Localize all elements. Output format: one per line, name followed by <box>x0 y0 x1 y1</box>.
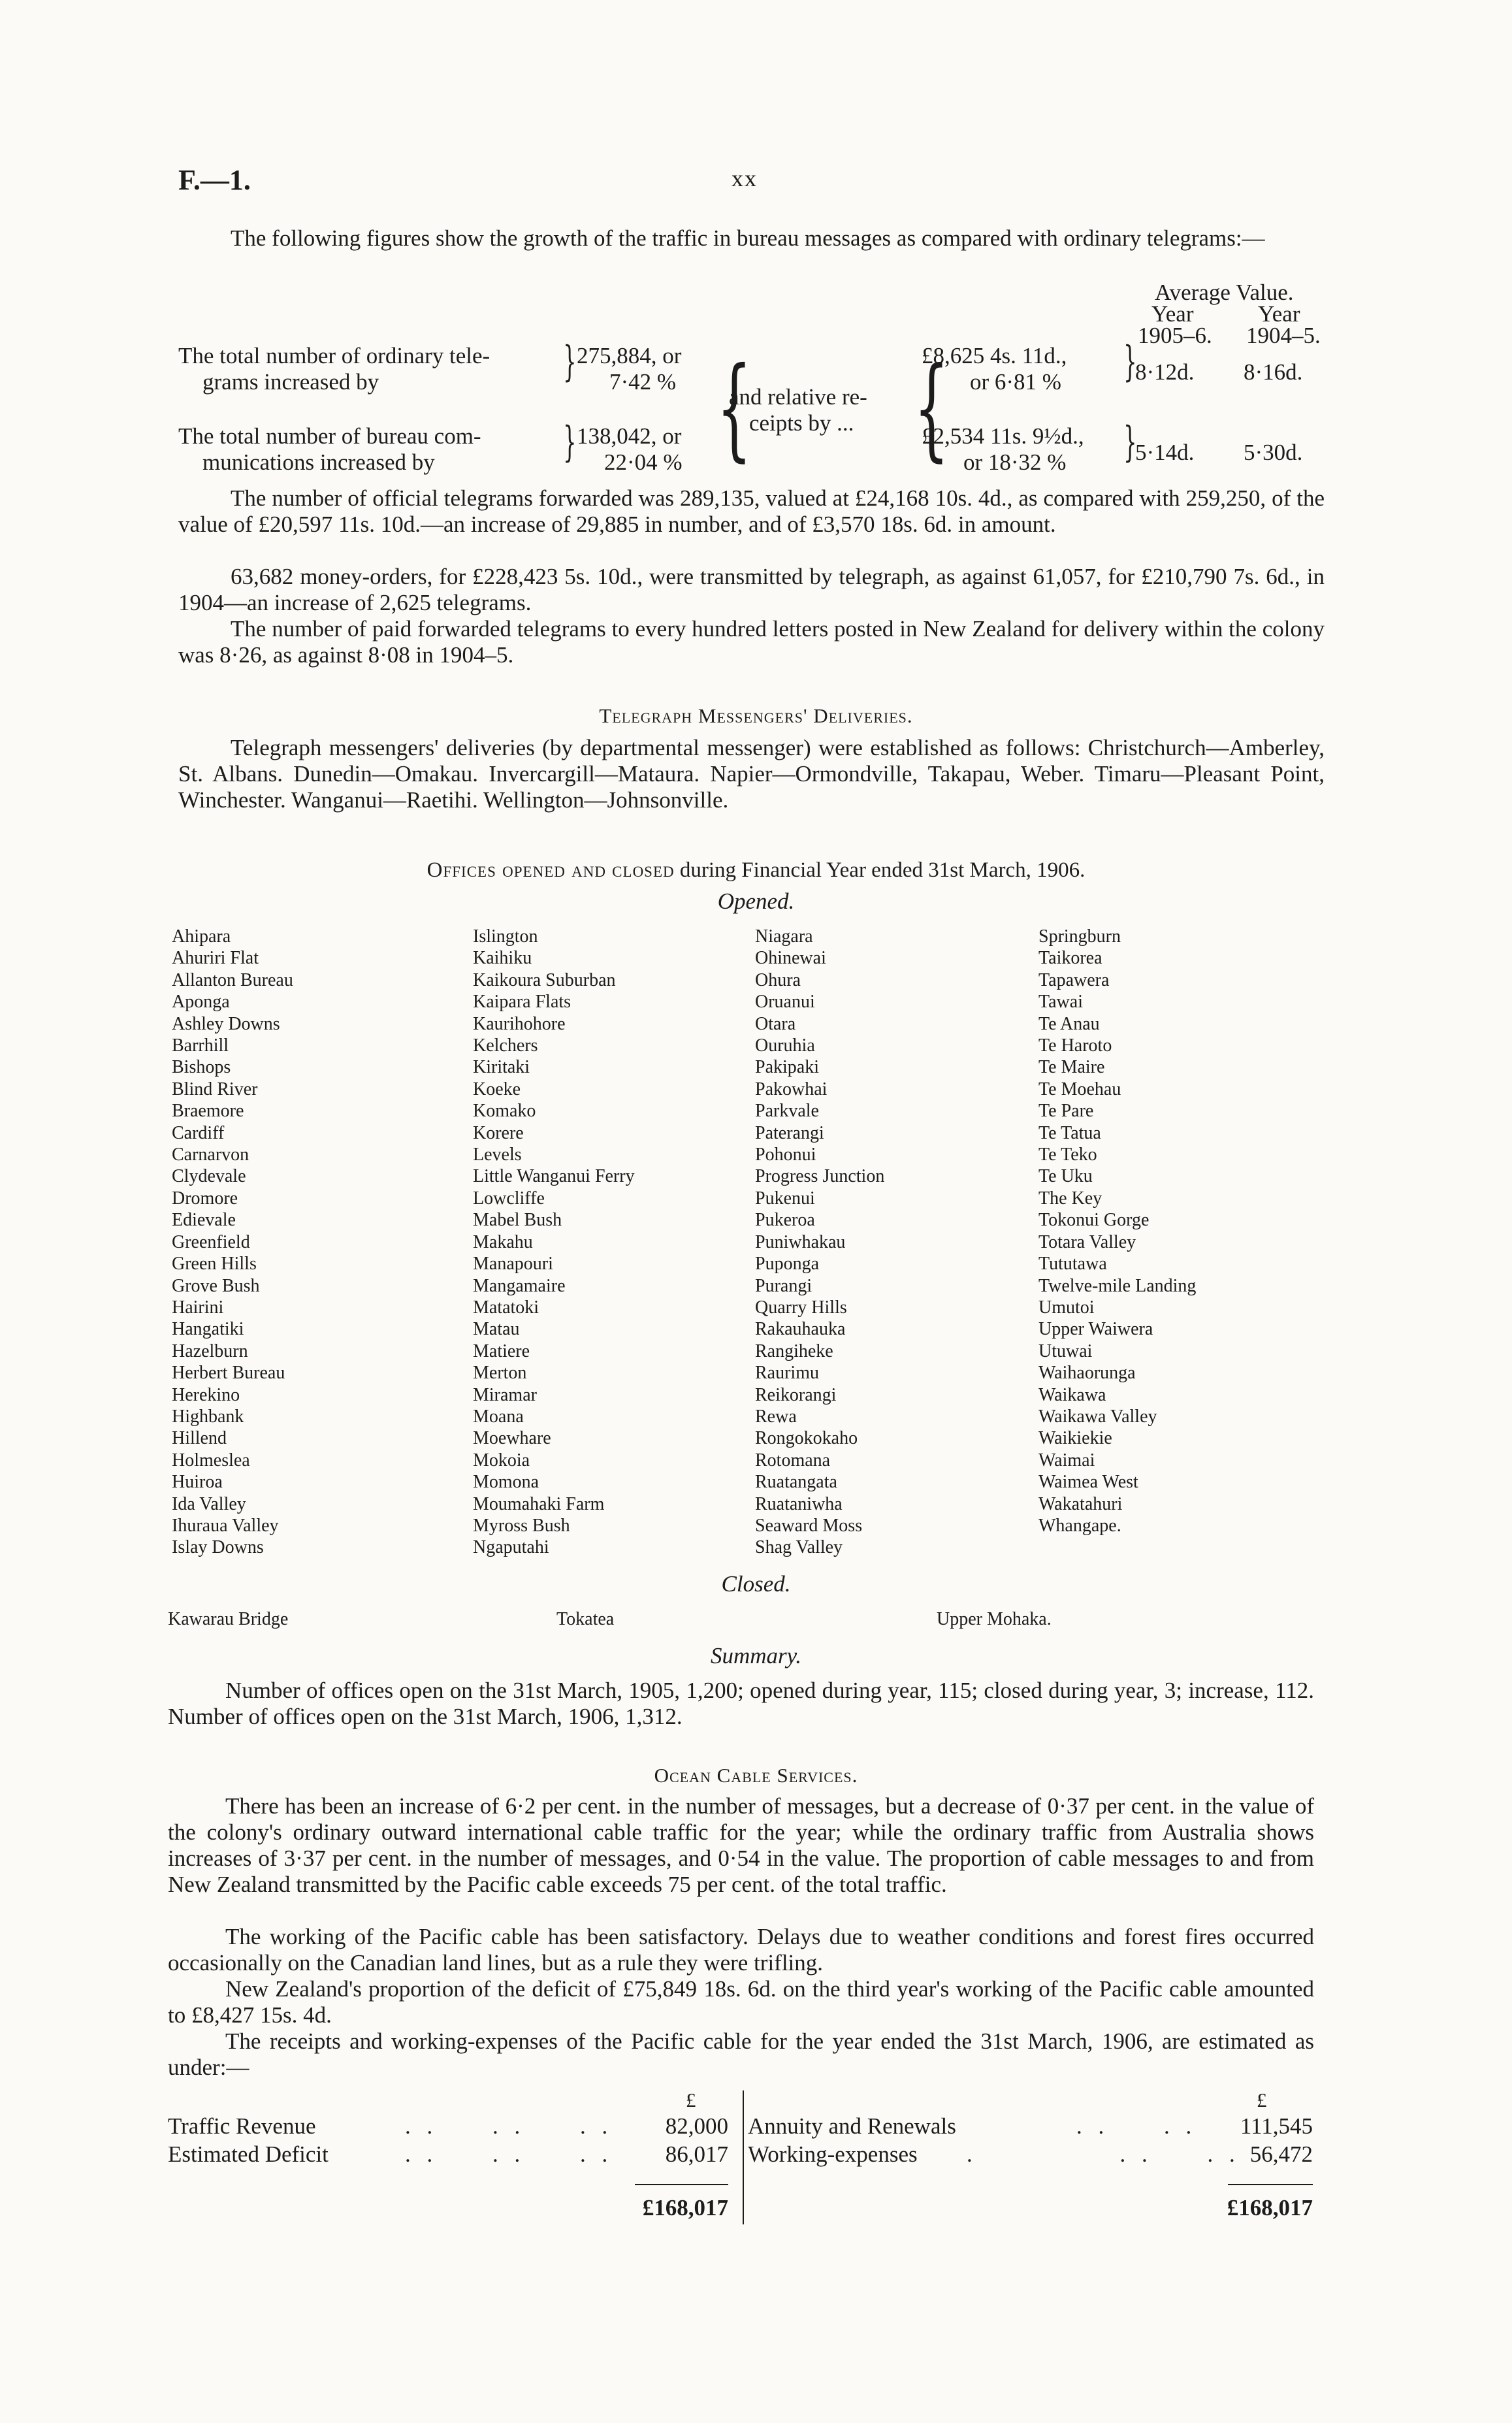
summary-heading: Summary. <box>710 1643 802 1668</box>
opened-office: Moumahaki Farm <box>473 1493 605 1514</box>
row1-avg-a: 8·12d. <box>1135 359 1195 385</box>
leader-dots: . . . . . <box>967 2141 1240 2167</box>
opened-office: Blind River <box>172 1079 258 1099</box>
opened-office: Herbert Bureau <box>172 1363 285 1384</box>
opened-office: Carnarvon <box>172 1145 249 1165</box>
opened-office: Pukeroa <box>755 1210 815 1231</box>
middle-brace-left: { <box>716 344 752 473</box>
official-telegrams-paragraph: The number of official telegrams forwarded was 289,135, valued at £24,168 10s. 4d., as compared with 259,250, of the value of £20,597 11s. 10d.—an increase of 29,885 in number, and of £3,570 18s. 6d. in amount. <box>178 485 1325 537</box>
money-orders-paragraph: 63,682 money-orders, for £228,423 5s. 10d., were transmitted by telegraph, as against 61,057, for £210,790 7s. 6d., in 1904—an increase of 2,625 telegrams. <box>178 564 1325 615</box>
document-ref: F.—1. <box>178 164 251 196</box>
closed-office-1: Kawarau Bridge <box>168 1609 289 1629</box>
opened-office: Shag Valley <box>755 1537 843 1558</box>
traffic-revenue-label: Traffic Revenue <box>168 2113 316 2139</box>
middle-brace-right: { <box>914 344 950 473</box>
row1-label-a: The total number of ordinary tele- <box>178 343 491 368</box>
row2-label-b: munications increased by <box>202 449 435 475</box>
left-currency-sign: £ <box>686 2089 696 2111</box>
opened-office: Totara Valley <box>1038 1231 1136 1252</box>
opened-office: Mangamaire <box>473 1275 566 1296</box>
opened-office: The Key <box>1038 1188 1102 1209</box>
page-number: xx <box>732 165 758 191</box>
opened-office: Green Hills <box>172 1254 257 1275</box>
leader-dots: . . . . <box>1076 2113 1197 2139</box>
opened-office: Parkvale <box>755 1101 819 1122</box>
opened-office: Waikawa Valley <box>1038 1406 1157 1427</box>
opened-office: Te Pare <box>1038 1101 1094 1122</box>
row1-pct: 7·42 % <box>609 369 677 395</box>
opened-office: Moewhare <box>473 1428 551 1449</box>
row2-receipts-pct: or 18·32 % <box>963 449 1067 475</box>
opened-office: Tututawa <box>1038 1254 1107 1275</box>
row2-brace-left: } <box>563 418 577 466</box>
opened-office: Reikorangi <box>755 1384 837 1405</box>
opened-office: Lowcliffe <box>473 1188 545 1209</box>
opened-office: Twelve-mile Landing <box>1038 1275 1197 1296</box>
opened-office: Niagara <box>755 926 813 947</box>
opened-office: Islay Downs <box>172 1537 264 1558</box>
opened-office: Manapouri <box>473 1254 553 1275</box>
left-total: £168,017 <box>642 2195 728 2220</box>
opened-office: Herekino <box>172 1384 240 1405</box>
opened-office: Te Moehau <box>1038 1079 1121 1099</box>
opened-office: Ihuraua Valley <box>172 1515 279 1536</box>
opened-office: Rakauhauka <box>755 1319 846 1340</box>
opened-office: Highbank <box>172 1406 244 1427</box>
opened-office: Ahipara <box>172 926 231 947</box>
opened-office: Kaihiku <box>473 948 532 969</box>
year-label-a: Year <box>1151 301 1194 327</box>
opened-office: Ohura <box>755 969 801 990</box>
row2-label-a: The total number of bureau com- <box>178 423 481 449</box>
opened-office: Tawai <box>1038 992 1084 1013</box>
row1-count: 275,884, or <box>577 343 682 368</box>
opened-office: Utuwai <box>1038 1341 1093 1361</box>
center-divider <box>743 2090 744 2224</box>
working-expenses-amount: 56,472 <box>1249 2141 1313 2167</box>
opened-office: Miramar <box>473 1384 537 1405</box>
opened-office: Rotomana <box>755 1450 831 1471</box>
opened-office: Greenfield <box>172 1231 250 1252</box>
opened-office: Makahu <box>473 1231 533 1252</box>
opened-office: Kaikoura Suburban <box>473 969 616 990</box>
annuity-renewals-label: Annuity and Renewals <box>748 2113 956 2139</box>
average-value-header: Average Value. <box>1155 280 1294 305</box>
opened-office: Waimai <box>1038 1450 1095 1471</box>
opened-office: Edievale <box>172 1210 236 1231</box>
estimated-deficit-label: Estimated Deficit <box>168 2141 329 2167</box>
opened-office: Koeke <box>473 1079 521 1099</box>
cable-paragraph-2: The working of the Pacific cable has been satisfactory. Delays due to weather conditions and forest fires occurred occasionally on the Canadian land lines, but as a rule they were trifling. <box>168 1924 1314 1976</box>
row2-count: 138,042, or <box>577 423 682 449</box>
opened-office: Waikiekie <box>1038 1428 1112 1449</box>
opened-office: Springburn <box>1038 926 1121 947</box>
opened-office: Myross Bush <box>473 1515 570 1536</box>
opened-office: Hairini <box>172 1297 224 1318</box>
offices-heading <box>0 858 1512 883</box>
relative-label-a: and relative re- <box>729 384 867 410</box>
opened-office: Braemore <box>172 1101 244 1122</box>
row1-avg-b: 8·16d. <box>1244 359 1303 385</box>
opened-office: Purangi <box>755 1275 812 1296</box>
row2-receipts: £2,534 11s. 9½d., <box>922 423 1084 449</box>
estimated-deficit-amount: 86,017 <box>665 2141 728 2167</box>
opened-column-4 <box>1038 926 1196 1537</box>
opened-office: Grove Bush <box>172 1275 260 1296</box>
opened-office: Momona <box>473 1472 539 1493</box>
opened-office: Upper Waiwera <box>1038 1319 1153 1340</box>
opened-office: Ruatangata <box>755 1472 837 1493</box>
opened-heading: Opened. <box>717 888 795 914</box>
opened-office: Te Anau <box>1038 1013 1100 1034</box>
row1-brace-right: } <box>1123 338 1137 386</box>
opened-office: Ashley Downs <box>172 1013 280 1034</box>
row1-receipts: £8,625 4s. 11d., <box>922 343 1067 368</box>
opened-office: Wakatahuri <box>1038 1493 1123 1514</box>
row2-avg-b: 5·30d. <box>1244 440 1303 465</box>
opened-office: Pakowhai <box>755 1079 828 1099</box>
opened-office: Barrhill <box>172 1035 229 1056</box>
year-label-b: Year <box>1258 301 1300 327</box>
opened-office: Waimea West <box>1038 1472 1138 1493</box>
opened-office: Clydevale <box>172 1166 246 1187</box>
opened-office: Te Uku <box>1038 1166 1093 1187</box>
opened-office: Little Wanganui Ferry <box>473 1166 635 1187</box>
opened-office: Oruanui <box>755 992 815 1013</box>
opened-office: Waihaorunga <box>1038 1363 1136 1384</box>
opened-office: Komako <box>473 1101 536 1122</box>
opened-office: Umutoi <box>1038 1297 1095 1318</box>
opened-office: Ida Valley <box>172 1493 246 1514</box>
opened-office: Whangape. <box>1038 1515 1121 1536</box>
opened-office: Rongokokaho <box>755 1428 858 1449</box>
row1-receipts-pct: or 6·81 % <box>970 369 1061 395</box>
opened-office: Ngaputahi <box>473 1537 549 1558</box>
closed-heading: Closed. <box>721 1571 791 1597</box>
opened-office: Huiroa <box>172 1472 223 1493</box>
closed-office-2: Tokatea <box>556 1609 615 1629</box>
intro-paragraph: The following figures show the growth of the traffic in bureau messages as compared with ordinary telegrams:— <box>231 225 1265 251</box>
opened-office: Allanton Bureau <box>172 969 293 990</box>
opened-office: Rewa <box>755 1406 797 1427</box>
messengers-paragraph: Telegraph messengers' deliveries (by departmental messenger) were established as follows: Christchurch—Amberley, St. Albans. Dunedin—Omakau. Invercargill—Mataura. Napier—Ormondville, Takapau, Weber. Timaru—Pleasant Point, Winchester. Wanganui—Raetihi. Wellington—Johnsonville. <box>178 735 1325 813</box>
opened-office: Islington <box>473 926 538 947</box>
cable-paragraph-1: There has been an increase of 6·2 per cent. in the number of messages, but a decrease of 0·37 per cent. in the value of the colony's ordinary outward international cable traffic for the year; while the ordinary traffic from Australia shows increases of 3·37 per cent. in the number of messages, and 0·54 in the value. The proportion of cable messages to and from New Zealand transmitted by the Pacific cable exceeds 75 per cent. of the total traffic. <box>168 1793 1314 1897</box>
opened-office: Progress Junction <box>755 1166 885 1187</box>
opened-office: Waikawa <box>1038 1384 1106 1405</box>
closed-office-3: Upper Mohaka. <box>937 1609 1052 1629</box>
opened-office: Seaward Moss <box>755 1515 863 1536</box>
working-expenses-label: Working-expenses <box>748 2141 918 2167</box>
opened-office: Cardiff <box>172 1122 225 1143</box>
opened-office: Aponga <box>172 992 230 1013</box>
year-b: 1904–5. <box>1246 323 1321 348</box>
annuity-renewals-amount: 111,545 <box>1240 2113 1313 2139</box>
opened-office: Quarry Hills <box>755 1297 847 1318</box>
opened-office: Taikorea <box>1038 948 1102 969</box>
opened-office: Korere <box>473 1122 524 1143</box>
opened-office: Bishops <box>172 1057 231 1078</box>
opened-office: Te Tatua <box>1038 1122 1101 1143</box>
opened-office: Pakipaki <box>755 1057 819 1078</box>
opened-office: Paterangi <box>755 1122 824 1143</box>
opened-office: Otara <box>755 1013 796 1034</box>
opened-column-2 <box>473 926 635 1559</box>
right-total: £168,017 <box>1227 2195 1313 2220</box>
opened-column-1 <box>172 926 293 1559</box>
cable-paragraph-3: New Zealand's proportion of the deficit of £75,849 18s. 6d. on the third year's working of the Pacific cable amounted to £8,427 15s. 4d. <box>168 1976 1314 2028</box>
opened-office: Puponga <box>755 1254 819 1275</box>
relative-label-b: ceipts by ... <box>749 410 854 436</box>
left-total-rule <box>635 2184 728 2185</box>
opened-office: Kaurihohore <box>473 1013 566 1034</box>
opened-office: Puniwhakau <box>755 1231 846 1252</box>
offices-heading-rest: during Financial Year ended 31st March, 1906. <box>674 858 1086 882</box>
opened-office: Matiere <box>473 1341 530 1361</box>
leader-dots: . . . . . . <box>405 2113 613 2139</box>
row2-brace-right: } <box>1123 418 1137 466</box>
opened-office: Pohonui <box>755 1145 816 1165</box>
year-a: 1905–6. <box>1138 323 1212 348</box>
opened-office: Hangatiki <box>172 1319 244 1340</box>
messengers-heading: Telegraph Messengers' Deliveries. <box>599 704 913 727</box>
opened-office: Matau <box>473 1319 520 1340</box>
opened-office: Levels <box>473 1145 522 1165</box>
paid-telegrams-paragraph: The number of paid forwarded telegrams to every hundred letters posted in New Zealand for delivery within the colony was 8·26, as against 8·08 in 1904–5. <box>178 616 1325 668</box>
opened-office: Merton <box>473 1363 527 1384</box>
opened-column-3 <box>755 926 884 1559</box>
offices-heading-caps: Offices opened and closed <box>426 858 675 882</box>
opened-office: Mabel Bush <box>473 1210 562 1231</box>
opened-office: Mokoia <box>473 1450 530 1471</box>
summary-paragraph: Number of offices open on the 31st March, 1905, 1,200; opened during year, 115; closed during year, 3; increase, 112. Number of offices open on the 31st March, 1906, 1,312. <box>168 1678 1314 1729</box>
cable-paragraph-4: The receipts and working-expenses of the Pacific cable for the year ended the 31st March, 1906, are estimated as under:— <box>168 2028 1314 2080</box>
opened-office: Ohinewai <box>755 948 826 969</box>
cable-heading: Ocean Cable Services. <box>654 1764 858 1787</box>
opened-office: Rangiheke <box>755 1341 833 1361</box>
leader-dots: . . . . . . <box>405 2141 613 2167</box>
right-currency-sign: £ <box>1257 2089 1267 2111</box>
opened-office: Hazelburn <box>172 1341 248 1361</box>
right-total-rule <box>1228 2184 1313 2185</box>
opened-office: Ruataniwha <box>755 1493 843 1514</box>
row1-label-b: grams increased by <box>202 369 379 395</box>
opened-office: Moana <box>473 1406 524 1427</box>
opened-office: Tapawera <box>1038 969 1110 990</box>
opened-office: Ahuriri Flat <box>172 948 259 969</box>
opened-office: Te Teko <box>1038 1145 1097 1165</box>
row1-brace-left: } <box>563 338 577 386</box>
opened-office: Holmeslea <box>172 1450 250 1471</box>
traffic-revenue-amount: 82,000 <box>665 2113 728 2139</box>
opened-office: Dromore <box>172 1188 238 1209</box>
opened-office: Kelchers <box>473 1035 538 1056</box>
opened-office: Raurimu <box>755 1363 819 1384</box>
opened-office: Te Haroto <box>1038 1035 1112 1056</box>
opened-office: Pukenui <box>755 1188 815 1209</box>
opened-office: Kiritaki <box>473 1057 530 1078</box>
opened-office: Tokonui Gorge <box>1038 1210 1150 1231</box>
row2-avg-a: 5·14d. <box>1135 440 1195 465</box>
row2-pct: 22·04 % <box>604 449 683 475</box>
opened-office: Te Maire <box>1038 1057 1105 1078</box>
opened-office: Matatoki <box>473 1297 539 1318</box>
opened-office: Ouruhia <box>755 1035 815 1056</box>
opened-office: Kaipara Flats <box>473 992 571 1013</box>
opened-office: Hillend <box>172 1428 227 1449</box>
